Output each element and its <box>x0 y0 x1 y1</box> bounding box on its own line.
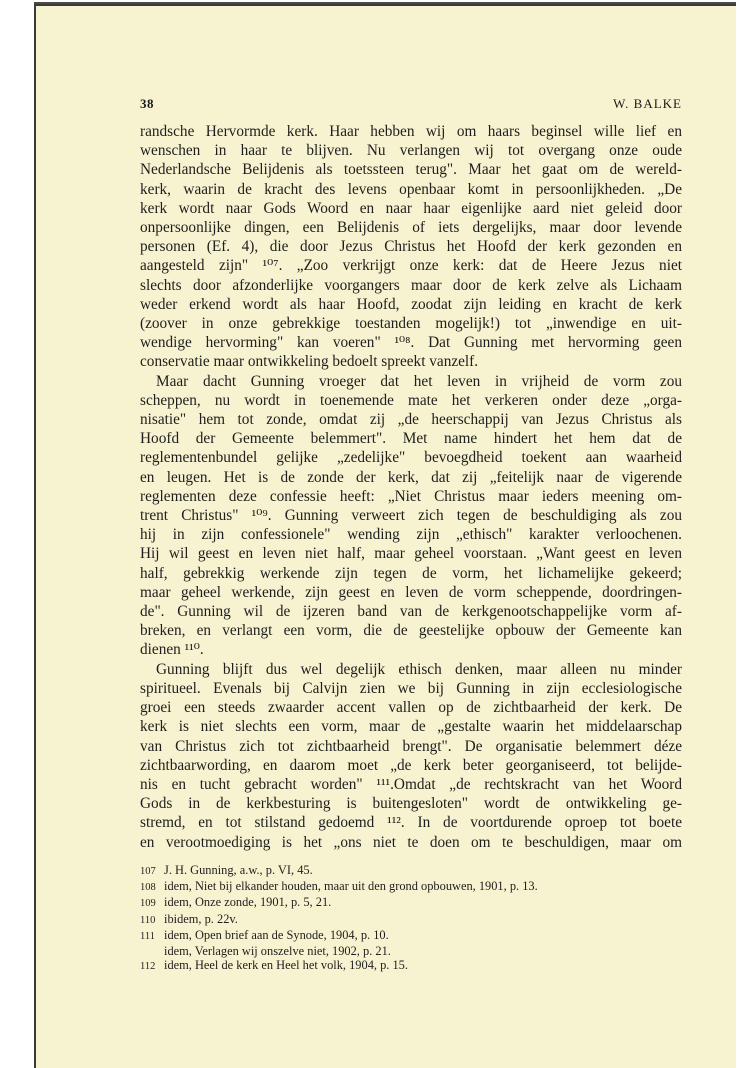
page-header <box>140 96 682 114</box>
body-line: slechts door afzonderlijke voorgangers maar door de kerk zelve als Lichaam <box>140 276 682 294</box>
footnote <box>140 912 682 928</box>
body-line: kerk is niet slechts een vorm, maar de „gestalte waarin het middelaarschap <box>140 718 682 736</box>
body-line: spiritueel. Evenals bij Calvijn zien we bij Gunning in zijn ecclesiologische <box>140 679 682 697</box>
footnote-number: 112 <box>140 961 156 973</box>
body-line: breken, en verlangt een vorm, die de geestelijke opbouw der Gemeente kan <box>140 622 682 640</box>
footnote-text: J. H. Gunning, a.w., p. VI, 45. <box>164 863 313 877</box>
footnote <box>140 958 682 974</box>
footnote-text: idem, Heel de kerk en Heel het volk, 1904, p. 15. <box>164 958 408 973</box>
footnote <box>140 944 682 958</box>
footnote-text: ibidem, p. 22v. <box>164 911 238 926</box>
footnotes <box>140 863 682 974</box>
body-line: kerk wordt naar Gods Woord en naar haar eigenlijke aard niet geleid door <box>140 199 682 217</box>
footnote <box>140 895 682 911</box>
body-line: en leugen. Het is de zonde der kerk, dat zij „feitelijk naar de vigerende <box>140 468 682 486</box>
footnote-text: idem, Onze zonde, 1901, p. 5, 21. <box>164 895 332 910</box>
footnote-number: 108 <box>140 882 156 894</box>
body-line: half, gebrekkig werkende zijn tegen de vorm, het lichamelijke gekeerd; <box>140 564 682 582</box>
body-line: van Christus zich tot zichtbaarheid brengt". De organisatie belemmert déze <box>140 737 682 755</box>
body-line: Hoofd der Gemeente belemmert". Met name hindert het hem dat de <box>140 430 682 448</box>
page-number: 38 <box>140 96 154 111</box>
body-line: zichtbaarwording, en daarom moet „de kerk beter georganiseerd, tot belijde- <box>140 756 682 774</box>
body-line: reglementenbundel gelijke „zedelijke" bevoegdheid toekent aan waarheid <box>140 449 682 467</box>
body-text <box>140 122 682 852</box>
footnote-number: 110 <box>140 914 156 926</box>
body-line: Gunning blijft dus wel degelijk ethisch denken, maar alleen nu minder <box>156 660 682 678</box>
body-line: wenschen in haar te blijven. Nu verlangen wij tot overgang onze oude <box>140 142 682 160</box>
body-line: aangesteld zijn" ¹⁰⁷. „Zoo verkrijgt onze kerk: dat de Heere Jezus niet <box>140 257 682 275</box>
body-line: nis en tucht gebracht worden" ¹¹¹.Omdat „de rechtskracht van het Woord <box>140 775 682 793</box>
footnote <box>140 928 682 944</box>
footnote-text: idem, Niet bij elkander houden, maar uit den grond opbouwen, 1901, p. 13. <box>164 879 538 894</box>
body-line: Maar dacht Gunning vroeger dat het leven in vrijheid de vorm zou <box>156 372 682 390</box>
body-line: nisatie" hem tot zonde, omdat zij „de heerschappij van Jezus Christus als <box>140 411 682 429</box>
footnote-text: idem, Open brief aan de Synode, 1904, p. 10. <box>164 927 389 942</box>
body-line: Nederlandsche Belijdenis als toetssteen terug". Maar het gaat om de wereld- <box>140 161 682 179</box>
body-line: maar geheel werkende, zijn geest en leven de vorm scheppende, doordringen- <box>140 583 682 601</box>
running-head: W. BALKE <box>613 96 682 111</box>
body-line: reglementen deze confessie heeft: „Niet Christus maar ieders meening om- <box>140 487 682 505</box>
body-line: Hij wil geest en leven niet half, maar geheel voorstaan. „Want geest en leven <box>140 545 682 563</box>
body-line: trent Christus" ¹⁰⁹. Gunning verweert zich tegen de beschuldiging als zou <box>140 507 682 525</box>
body-line: stremd, en tot stilstand gedoemd ¹¹². In de voortdurende oproep tot boete <box>140 814 682 832</box>
body-line: wendige hervorming" kan voeren" ¹⁰⁸. Dat Gunning met hervorming geen <box>140 334 682 352</box>
body-line: onpersoonlijke dingen, een Belijdenis of iets dergelijks, maar door levende <box>140 219 682 237</box>
body-line: kerk, waarin de kracht des levens openbaar komt in persoonlijkheden. „De <box>140 180 682 198</box>
body-line: weder erkend wordt als haar Hoofd, zoodat zijn leiding en kracht de kerk <box>140 295 682 313</box>
body-line: (zoover in onze gebrekkige toestanden mogelijk!) tot „inwendige en uit- <box>140 315 682 333</box>
body-line: dienen ¹¹⁰. <box>140 641 204 659</box>
body-line: randsche Hervormde kerk. Haar hebben wij om haars beginsel wille lief en <box>140 123 682 140</box>
footnote-text: idem, Verlagen wij onszelve niet, 1902, p. 21. <box>164 944 391 959</box>
body-line: hij in zijn confessionele" wending zijn „ethisch" karakter verloochenen. <box>140 526 682 544</box>
body-line: Gods in de kerkbesturing is buitengesloten" wordt de ontwikkeling ge- <box>140 795 682 813</box>
body-line: de". Gunning wil de ijzeren band van de kerkgenootschappelijke vorm af- <box>140 603 682 621</box>
body-line: groei een steeds zwaarder accent vallen op de zichtbaarheid der kerk. De <box>140 699 682 717</box>
body-line: conservatie maar ontwikkeling bedoelt spreekt vanzelf. <box>140 353 479 371</box>
body-line: en verootmoediging is het „ons niet te doen om te beschuldigen, maar om <box>140 833 682 851</box>
footnote-number: 111 <box>140 930 155 942</box>
footnote <box>140 879 682 895</box>
body-line: scheppen, nu wordt in toenemende mate het verkeren onder deze „orga- <box>140 391 682 409</box>
body-line: personen (Ef. 4), die door Jezus Christus het Hoofd der kerk gezonden en <box>140 238 682 256</box>
footnote-number: 109 <box>140 898 156 910</box>
footnote <box>140 863 682 879</box>
footnote-number: 107 <box>140 866 156 877</box>
